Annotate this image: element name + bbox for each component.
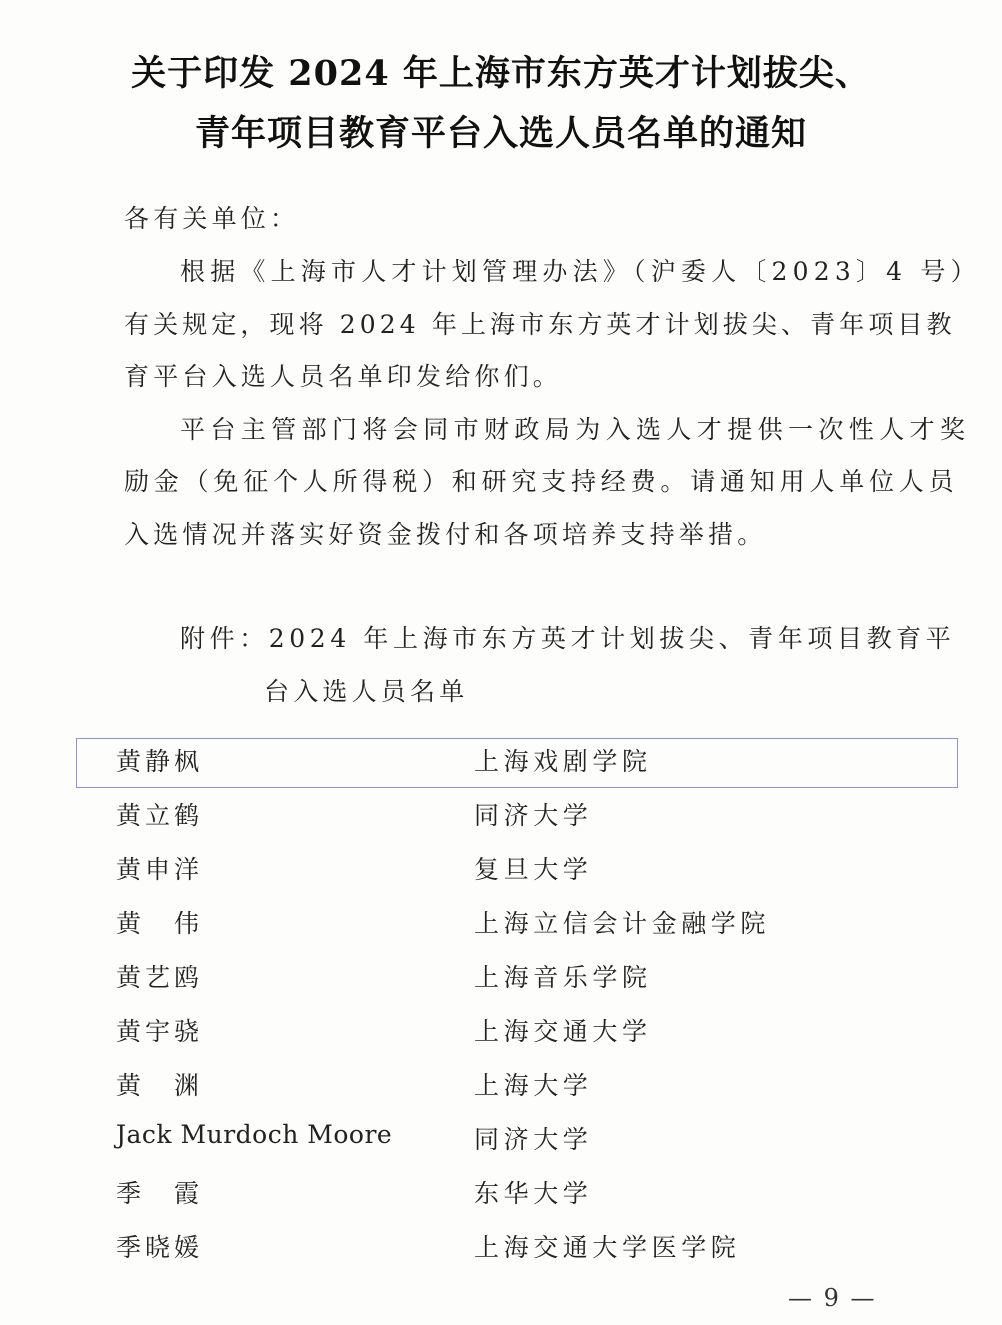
person-unit: 上海立信会计金融学院	[474, 909, 771, 938]
person-name: 黄 渊	[116, 1071, 204, 1100]
paragraph-2-line-2: 励金（免征个人所得税）和研究支持经费。请通知用人单位人员	[124, 467, 959, 496]
list-item	[0, 850, 1002, 890]
person-unit: 复旦大学	[474, 855, 593, 884]
paragraph-1-line-3: 育平台入选人员名单印发给你们。	[124, 362, 563, 391]
person-unit: 上海戏剧学院	[474, 747, 652, 776]
title-line-1: 关于印发 2024 年上海市东方英才计划拔尖、	[131, 53, 871, 94]
attachment-line-1: 附件：2024 年上海市东方英才计划拔尖、青年项目教育平	[180, 624, 956, 653]
list-item	[0, 796, 1002, 836]
list-item	[0, 1174, 1002, 1214]
salutation: 各有关单位：	[124, 204, 300, 233]
list-item	[0, 1012, 1002, 1052]
list-item	[0, 1228, 1002, 1268]
attachment-line-2: 台入选人员名单	[264, 677, 469, 706]
person-name: 黄 伟	[116, 909, 204, 938]
person-unit: 同济大学	[474, 1125, 593, 1154]
list-item	[0, 1066, 1002, 1106]
person-name: 季晓媛	[116, 1233, 204, 1262]
person-name: 黄宇骁	[116, 1017, 204, 1046]
list-item	[0, 904, 1002, 944]
paragraph-2-line-1: 平台主管部门将会同市财政局为入选人才提供一次性人才奖	[180, 415, 971, 444]
person-unit: 上海交通大学医学院	[474, 1233, 741, 1262]
page-number: — 9 —	[788, 1284, 877, 1312]
person-name: 黄申洋	[116, 855, 204, 884]
person-unit: 东华大学	[474, 1179, 593, 1208]
person-name: 黄静枫	[116, 747, 204, 776]
list-item	[0, 742, 1002, 782]
person-unit: 上海音乐学院	[474, 963, 652, 992]
list-item	[0, 958, 1002, 998]
paragraph-1-line-2: 有关规定，现将 2024 年上海市东方英才计划拔尖、青年项目教	[124, 310, 956, 339]
list-item	[0, 1120, 1002, 1160]
person-name: 黄立鹤	[116, 801, 204, 830]
paragraph-2-line-3: 入选情况并落实好资金拨付和各项培养支持举措。	[124, 520, 767, 549]
paragraph-1-line-1: 根据《上海市人才计划管理办法》（沪委人〔2023〕4 号）	[180, 257, 981, 286]
person-unit: 上海大学	[474, 1071, 593, 1100]
person-name: Jack Murdoch Moore	[116, 1120, 393, 1149]
person-unit: 同济大学	[474, 801, 593, 830]
person-unit: 上海交通大学	[474, 1017, 652, 1046]
person-name: 黄艺鸥	[116, 963, 204, 992]
title-line-2: 青年项目教育平台入选人员名单的通知	[194, 113, 807, 154]
person-name: 季 霞	[116, 1179, 204, 1208]
